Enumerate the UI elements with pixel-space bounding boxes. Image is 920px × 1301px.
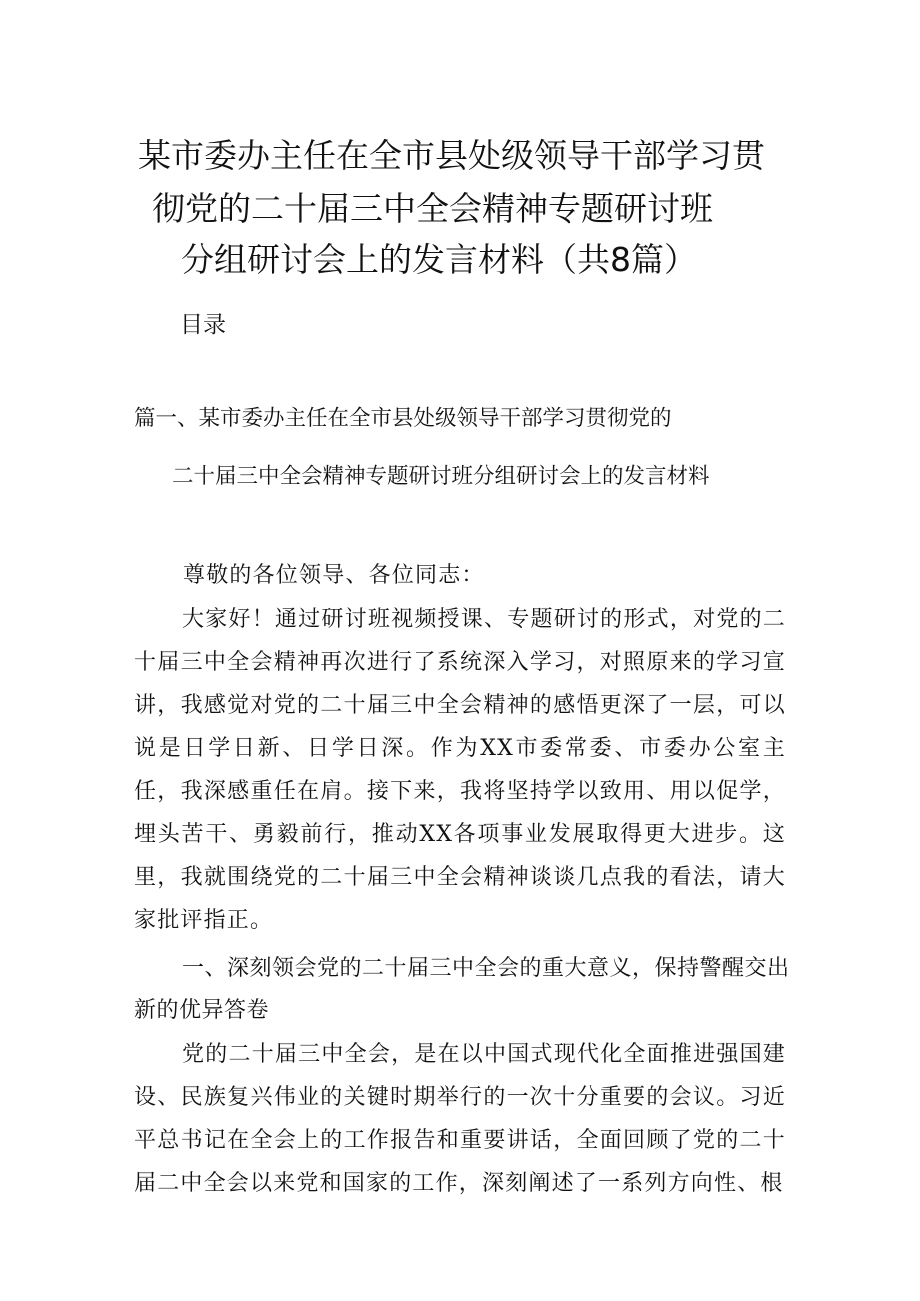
section-heading-1: 一、深刻领会党的二十届三中全会的重大意义，保持警醒交出新的优异答卷 [134,956,790,1023]
body-paragraph-1: 大家好！通过研讨班视频授课、专题研讨的形式，对党的二十届三中全会精神再次进行了系统深入学习，对照原来的学习宣讲，我感觉对党的二十届三中全会精神的感悟更深了一层，可以说是日学日新、日学日深。作为XX市委常委、市委办公室主任，我深感重任在肩。接下来，我将坚持学以致用、用以促学，埋头苦干、勇毅前行，推动XX各项事业发展取得更大进步。这里，我就围绕党的二十届三中全会精神谈谈几点我的看法，请大家批评指正。 [134,607,786,933]
document-title-line-2: 彻党的二十届三中全会精神专题研讨班 [152,189,713,228]
toc-entry-line-1: 篇一、某市委办主任在全市县处级领导干部学习贯彻党的 [134,406,672,431]
greeting: 尊敬的各位领导、各位同志： [183,563,485,588]
toc-label: 目录 [180,312,226,338]
toc-entry-line-2: 二十届三中全会精神专题研讨班分组研讨会上的发言材料 [172,464,710,489]
body-paragraph-2: 党的二十届三中全会，是在以中国式现代化全面推进强国建设、民族复兴伟业的关键时期举行的一次十分重要的会议。习近平总书记在全会上的工作报告和重要讲话，全面回顾了党的二十届二中全会以来党和国家的工作，深刻阐述了一系列方向性、根 [134,1042,786,1196]
document-title-line-1: 某市委办主任在全市县处级领导干部学习贯 [138,136,765,175]
document-title-line-3: 分组研讨会上的发言材料（共8篇） [181,240,697,279]
